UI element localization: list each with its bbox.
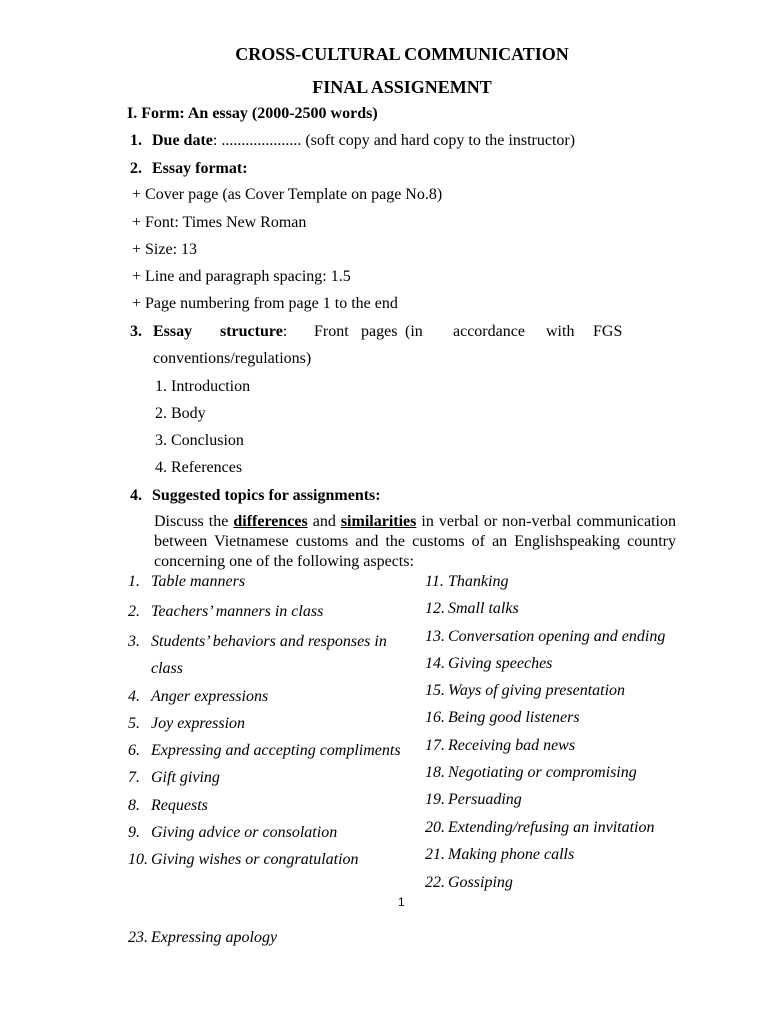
essay-format-heading	[130, 160, 248, 178]
topic-item: 14. Giving speeches	[425, 655, 553, 672]
topic-item: 21. Making phone calls	[425, 846, 575, 863]
topic-item: 3. Students’ behaviors and responses in	[128, 633, 387, 650]
format-item: + Page numbering from page 1 to the end	[132, 295, 398, 312]
structure-item: 3. Conclusion	[155, 432, 244, 449]
topics-heading-label: Suggested topics for assignments:	[152, 487, 381, 504]
form-heading: I. Form: An essay (2000-2500 words)	[127, 105, 378, 122]
essay-structure-word: accordance	[453, 323, 525, 340]
page-number: 1	[398, 895, 405, 909]
topic-item: 16. Being good listeners	[425, 709, 580, 726]
document-subtitle: FINAL ASSIGNEMNT	[312, 77, 492, 97]
format-item: + Font: Times New Roman	[132, 214, 307, 231]
topic-item: 8. Requests	[128, 797, 208, 814]
due-date-line	[130, 132, 575, 150]
differences-word: differences	[233, 513, 308, 530]
essay-structure-number: 3.	[130, 323, 142, 340]
essay-structure-word: Front	[314, 323, 349, 340]
topic-item: 12. Small talks	[425, 600, 519, 617]
topic-item: 18. Negotiating or compromising	[425, 764, 637, 781]
topic-item: 6. Expressing and accepting compliments	[128, 742, 401, 759]
topic-item: 13. Conversation opening and ending	[425, 628, 666, 645]
structure-item: 1. Introduction	[155, 378, 251, 395]
topic-item: 5. Joy expression	[128, 715, 246, 732]
due-date-number: 1.	[130, 132, 142, 149]
topic-item: 1. Table manners	[128, 573, 246, 590]
topic-item: 11. Thanking	[425, 573, 509, 590]
format-item: + Cover page (as Cover Template on page No.8)	[132, 186, 443, 203]
topic-item: 20. Extending/refusing an invitation	[425, 819, 655, 836]
essay-format-label: Essay format:	[152, 160, 248, 177]
topic-item: 7. Gift giving	[128, 769, 220, 786]
topic-item: 19. Persuading	[425, 791, 522, 808]
topics-heading	[130, 487, 381, 505]
essay-structure-line-2: conventions/regulations)	[153, 350, 312, 367]
structure-item: 4. References	[155, 459, 243, 476]
essay-structure-word: pages	[361, 323, 398, 340]
topics-heading-number: 4.	[130, 487, 142, 504]
due-date-label: Due date	[152, 132, 213, 149]
topic-item: 10. Giving wishes or congratulation	[128, 851, 359, 868]
essay-structure-word: with	[546, 323, 575, 340]
topic-item-continued: class	[151, 660, 183, 677]
essay-structure-label-2: structure:	[220, 323, 288, 340]
topic-item: 22. Gossiping	[425, 874, 513, 891]
format-item: + Size: 13	[132, 241, 198, 258]
essay-structure-label: Essay	[153, 323, 193, 340]
essay-format-number: 2.	[130, 160, 142, 177]
essay-structure-word: FGS	[593, 323, 623, 340]
topic-item: 15. Ways of giving presentation	[425, 682, 626, 699]
topic-item: 23. Expressing apology	[128, 929, 278, 946]
format-item: + Line and paragraph spacing: 1.5	[132, 268, 351, 285]
document-title: CROSS-CULTURAL COMMUNICATION	[235, 44, 569, 64]
due-date-text: : .................... (soft copy and hard copy to the instructor)	[212, 132, 576, 149]
topic-item: 17. Receiving bad news	[425, 737, 576, 754]
topic-item: 2. Teachers’ manners in class	[128, 603, 324, 620]
structure-item: 2. Body	[155, 405, 206, 422]
similarities-word: similarities	[340, 513, 417, 530]
discuss-paragraph: Discuss the differences and similarities in verbal or non-verbal communication between Vietnamese customs and the customs of an Englishspeaking country concerning one of the following aspects:	[154, 513, 677, 570]
topic-item: 4. Anger expressions	[128, 688, 269, 705]
essay-structure-word: (in	[405, 323, 423, 340]
topic-item: 9. Giving advice or consolation	[128, 824, 338, 841]
